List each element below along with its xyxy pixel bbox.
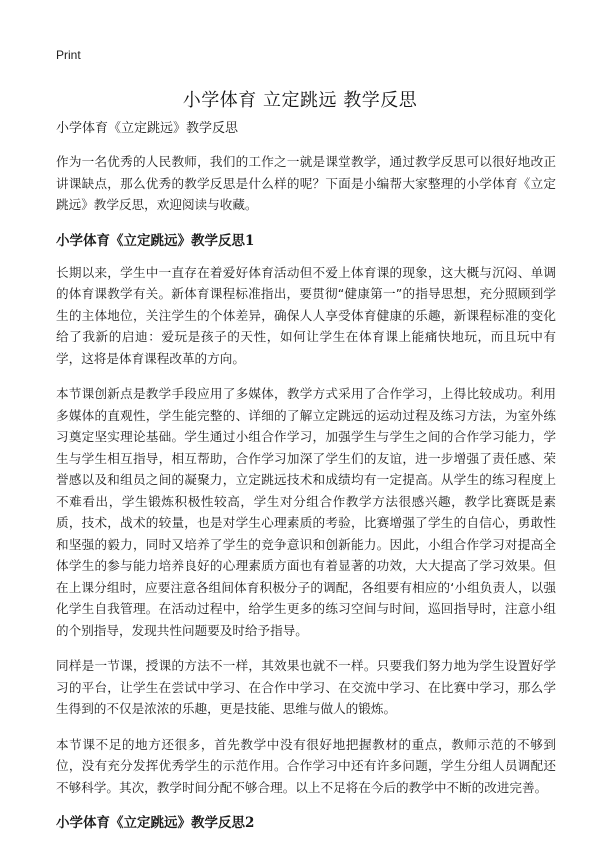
print-link[interactable]: Print <box>56 48 81 62</box>
section-1-paragraph-2: 本节课创新点是教学手段应用了多媒体，教学方式采用了合作学习，上得比较成功。利用多媒体的直观性，学生能完整的、详细的了解立定跳远的运动过程及练习方法，为室外练习奠定坚实理论基础。学生通过小组合作学习，加强学生与学生之间的合作学习能力，学生与学生相互指导，相互帮助，合作学习加深了学生们的友谊，进一步增强了责任感、荣誉感以及和组员之间的凝聚力，立定跳远技术和成绩均有一定提高。从学生的练习程度上不难看出，学生锻炼积极性较高，学生对分组合作教学方法很感兴趣，教学比赛既是素质，技术，战术的较量，也是对学生心理素质的考验，比赛增强了学生的自信心，勇敢性和坚强的毅力，同时又培养了学生的竞争意识和创新能力。因此，小组合作学习对提高全体学生的参与能力培养良好的心理素质方面也有着显著的功效，大大提高了学习效果。但在上课分组时，应要注意各组间体育积极分子的调配，各组要有相应的‘小组负责人，以强化学生自我管理。在活动过程中，给学生更多的练习空间与时间，巡回指导时，注意小组的个别指导，发现共性问题要及时给予指导。 <box>56 386 556 638</box>
intro-paragraph: 作为一名优秀的人民教师，我们的工作之一就是课堂教学，通过教学反思可以很好地改正讲课缺点，那么优秀的教学反思是什么样的呢？下面是小编帮大家整理的小学体育《立定跳远》教学反思，欢迎阅读与收藏。 <box>56 154 556 212</box>
section-1-paragraph-3: 同样是一节课，授课的方法不一样，其效果也就不一样。只要我们努力地为学生设置好学习的平台，让学生在尝试中学习、在合作中学习、在交流中学习、在比赛中学习，那么学生得到的不仅是浓浓的乐趣，更是技能、思维与做人的锻炼。 <box>56 658 556 716</box>
section-heading-2: 小学体育《立定跳远》教学反思2 <box>56 815 255 831</box>
section-1-paragraph-1: 长期以来，学生中一直存在着爱好体育活动但不爱上体育课的现象，这大概与沉闷、单调的体育课教学有关。新体育课程标准指出，要贯彻“健康第一”的指导思想，充分照顾到学生的主体地位，关注学生的个体差异，确保人人享受体育健康的乐趣，新课程标准的变化给了我新的启迪：爱玩是孩子的天性，如何让学生在体育课上能痛快地玩，而且玩中有学，这将是体育课程改革的方向。 <box>56 264 556 366</box>
page-title: 小学体育 立定跳远 教学反思 <box>182 90 418 111</box>
section-1-paragraph-4: 本节课不足的地方还很多，首先教学中没有很好地把握教材的重点，教师示范的不够到位，没有充分发挥优秀学生的示范作用。合作学习中还有许多问题，学生分组人员调配还不够科学。其次，教学时间分配不够合理。以上不足将在今后的教学中不断的改进完善。 <box>56 736 556 795</box>
document-body <box>56 119 556 844</box>
section-heading-1: 小学体育《立定跳远》教学反思1 <box>56 232 255 249</box>
document-subtitle: 小学体育《立定跳远》教学反思 <box>56 121 239 136</box>
